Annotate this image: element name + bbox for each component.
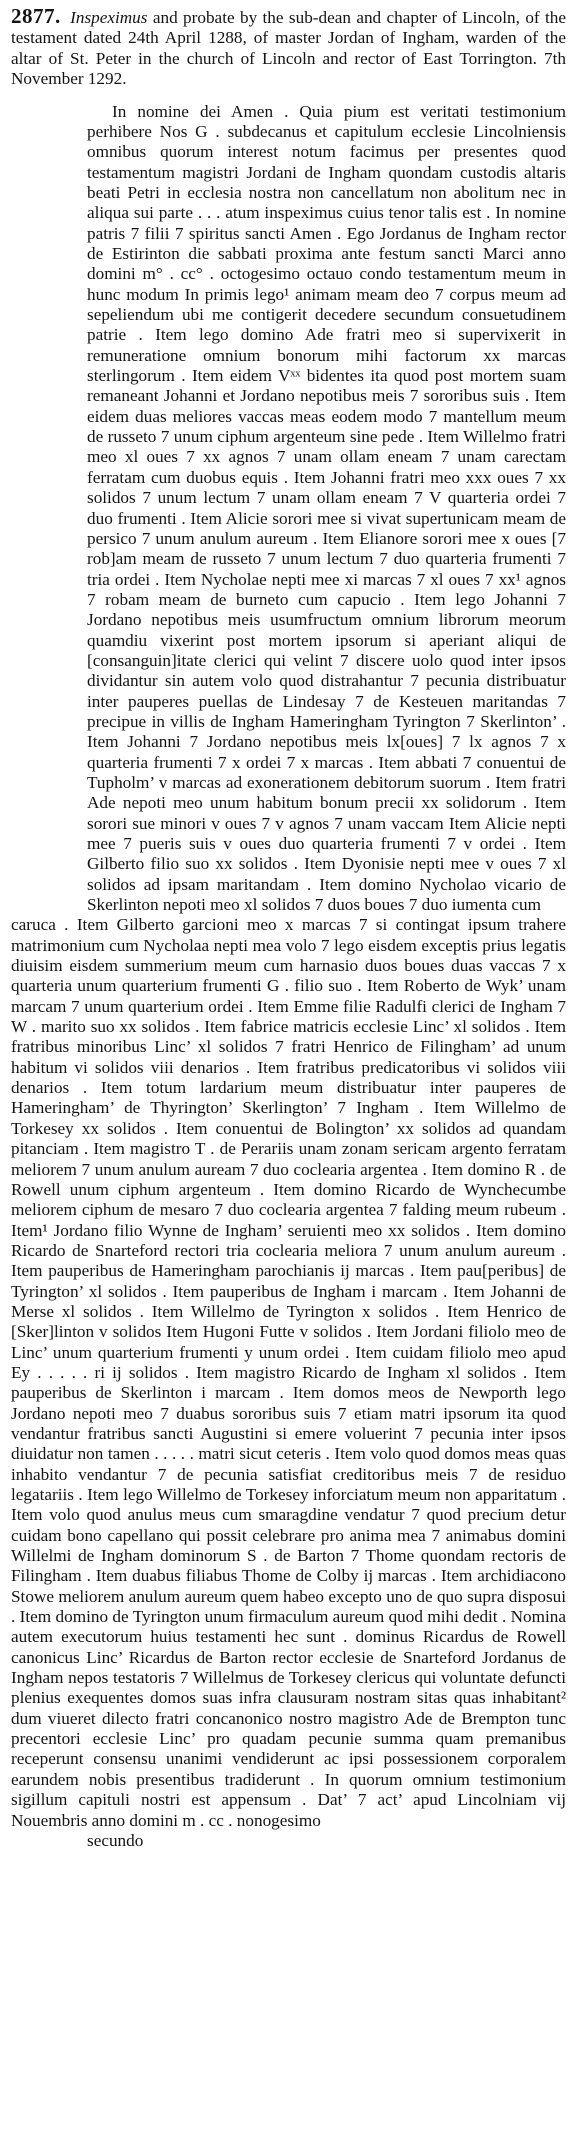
entry-heading	[11, 6, 566, 90]
body-text-full-width: caruca . Item Gilberto garcioni meo x marcas 7 si contingat ipsum trahere matrimonium cum Nycholaa nepti mea volo 7 lego eisdem exceptis prius legatis diuisim eisdem summerium meum cum harnasio duos boues duas vaccas 7 x quarteria unum quarterium frumenti G . filio suo . Item Roberto de Wyk’ unam marcam 7 unum quarterium ordei . Item Emme filie Radulfi clerici de Ingham 7 W . marito suo xx solidos . Item fabrice matricis ecclesie Linc’ xl solidos . Item fratribus minoribus Linc’ xl solidos 7 fratri Henrico de Filingham’ ad unum habitum vi solidos viii denarios . Item fratribus predicatoribus vi solidos viii denarios . Item totum lardarium meum distribuatur inter pauperes de Hameringham’ de Thyrington’ Skerlington’ 7 Ingham . Item Willelmo de Torkesey xx solidos . Item conuentui de Bolington’ xx solidos ad quandam pitanciam . Item magistro T . de Perariis unam zonam sericam argento ferratam meliorem 7 unum anulum auream 7 duo coclearia argentea . Item domino R . de Rowell unum ciphum argenteum . Item domino Ricardo de Wynchecumbe meliorem ciphum de mesaro 7 duo coclearia argentea 7 falding meum rubeum . Item¹ Jordano filio Wynne de Ingham’ seruienti meo xx solidos . Item domino Ricardo de Snarteford rectori tria coclearia meliora 7 unum anulum aureum . Item pauperibus de Hameringham parochianis ij marcas . Item pau[peribus] de Tyrington’ xl solidos . Item pauperibus de Ingham i marcam . Item Johanni de Merse xl solidos . Item Willelmo de Tyrington x solidos . Item Henrico de [Sker]linton v solidos Item Hugoni Futte v solidos . Item Jordani filiolo meo de Linc’ unum quarterium frumenti y unum ordei . Item cuidam filiolo meo apud Ey . . . . . ri ij solidos . Item magistro Ricardo de Ingham xl solidos . Item pauperibus de Skerlinton i marcam . Item domos meos de Newporth lego Jordano nepoti meo 7 duabus sororibus suis 7 etiam matri ipsorum ita quod vendantur fratribus sancti Augustini si emere voluerint 7 pecunia inter ipsos diuidatur non tamen . . . . . matri sicut ceteris . Item volo quod domos meas quas inhabito vendantur 7 de pecunia satisfiat creditoribus meis 7 de residuo legatariis . Item lego Willelmo de Torkesey inforciatum meum non apparitatum . Item volo quod anulus meus cum smaragdine vendatur 7 quod precium detur cuidam bono capellano qui possit celebrare pro anima mea 7 animabus domini Willelmi de Ingham dominorum S . de Barton 7 Thome quondam rectoris de Filingham . Item duabus filiabus Thome de Colby ij marcas . Item archidiacono Stowe meliorem anulum aureum quem habeo excepto uno de quo supra disposui . Item domino de Tyrington unum firmaculum aureum quod mihi dedit . Nomina autem executorum huius testamenti hec sunt . dominus Ricardus de Rowell canonicus Linc’ Ricardus de Barton rector ecclesie de Snarteford Jordanus de Ingham nepos testatoris 7 Willelmus de Torkesey clericus qui voluntate defuncti plenius exequentes domos suas infra clausuram nostram sitas quas inhabitant² dum viueret dilecto fratri concanonico nostro magistro Ade de Brempton tunc precentori ecclesie Linc’ pro quadam pecunie summa quam premanibus receperunt consensu unanimi vendiderunt ac ipsi possessionem corporalem earundem nobis presentibus tradiderunt . In quorum omnium testimonium sigillum capituli nostri est appensum . Dat’ 7 act’ apud Lincolniam vij Nouembris anno domini m . cc . nonogesimo	[11, 915, 566, 1830]
body-text-indented: In nomine dei Amen . Quia pium est veritati testimonium perhibere Nos G . subdecanus et capitulum ecclesie Lincolniensis omnibus quorum interest notum facimus per presentes quod testamentum magistri Jordani de Ingham quondam custodis altaris beati Petri in ecclesia nostra non cancellatum non abolitum nec in aliqua sui parte . . . atum inspeximus cuius tenor talis est . In nomine patris 7 filii 7 spiritus sancti Amen . Ego Jordanus de Ingham rector de Estirinton die sabbati proxima ante festum sancti Marci anno domini m° . cc° . octogesimo octauo condo testamentum meum in hunc modum In primis lego¹ animam meam deo 7 corpus meum ad sepeliendum ubi me contigerit decedere secundum consuetudinem patrie . Item lego domino Ade fratri meo si supervixerit in remuneratione omnium bonorum mihi factorum xx marcas sterlingorum . Item eidem Vˣˣ bidentes ita quod post mortem suam remaneant Johanni et Jordano nepotibus meis 7 sororibus suis . Item eidem duas meliores vaccas meas eodem modo 7 mantellum meum de russeto 7 unum ciphum argenteum sine pede . Item Willelmo fratri meo xl oues 7 xx agnos 7 unam ollam eneam 7 unam carectam ferratam cum duobus equis . Item Johanni fratri meo xxx oues 7 xx solidos 7 unum lectum 7 unam ollam eneam 7 V quarteria ordei 7 duo frumenti . Item Alicie sorori mee si vivat supertunicam meam de persico 7 unum anulum aureum . Item Elianore sorori mee x oues [7 rob]am meam de russeto 7 unum lectum 7 duo quarteria frumenti 7 tria ordei . Item Nycholae nepti mee xi marcas 7 xl oues 7 xx¹ agnos 7 robam meam de burneto cum capucio . Item lego Johanni 7 Jordano nepotibus meis usumfructum omnium librorum meorum quamdiu vixerint post mortem ipsorum si aperiant aliqui de [consanguin]itate clerici qui velint 7 discere uolo quod inter ipsos dividantur sin autem volo quod distrahantur 7 pecunia distribuatur inter pauperes puellas de Lindesay 7 de Kesteuen maritandas 7 precipue in villis de Ingham Hameringham Tyrington 7 Skerlinton’ . Item Johanni 7 Jordano nepotibus meis lx[oues] 7 lx agnos 7 x quarteria frumenti 7 x ordei 7 x marcas . Item abbati 7 conuentui de Tupholm’ v marcas ad exonerationem debitorum suorum . Item fratri Ade nepoti meo unum habitum bonum precii xx solidorum . Item sorori sue minori v oues 7 v agnos 7 unam vaccam Item Alicie nepti mee 7 pueris suis v oues duo quarteria frumenti 7 v ordei . Item Gilberto filio suo xx solidos . Item Dyonisie nepti mee v oues 7 xl solidos ad ipsam maritandam . Item domino Nycholao vicario de Skerlinton nepoti meo xl solidos 7 duos boues 7 duo iumenta cum	[87, 101, 566, 915]
entry-number: 2877.	[11, 4, 61, 28]
entry-heading-text: and probate by the sub-dean and chapter of Lincoln, of the testament dated 24th April 1288, of master Jordan of Ingham, warden of the altar of St. Peter in the church of Lincoln and rector of East Torrington. 7th November 1292.	[11, 8, 567, 89]
entry-heading-lead: Inspeximus	[70, 8, 148, 27]
body-text-closing: secundo	[87, 1830, 144, 1850]
document-body	[11, 102, 566, 1852]
